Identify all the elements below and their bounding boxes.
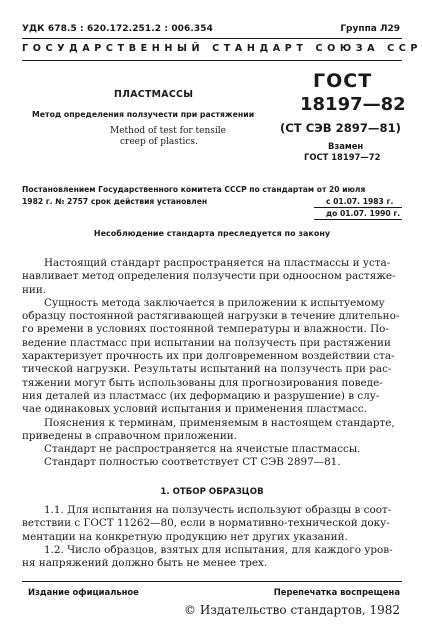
replaces-label: Взамен [328, 141, 364, 151]
intro-line: образцу постоянной растягивающей нагрузки в течение длительно- [22, 310, 400, 323]
section-1-heading: 1. ОТБОР ОБРАЗЦОВ [160, 487, 264, 497]
st-sev-number: (СТ СЭВ 2897—81) [280, 121, 401, 135]
gost-number: 18197—82 [300, 94, 406, 115]
intro-line: тяжении могут быть использованы для прогнозирования поведе- [22, 376, 383, 389]
udk-code: УДК 678.5 : 620.172.251.2 : 006.354 [22, 24, 214, 34]
decree-line-2: 1982 г. № 2757 срок действия установлен [22, 197, 208, 206]
replaces-value: ГОСТ 18197—72 [304, 152, 381, 162]
intro-line: Пояснения к терминам, применяемым в настоящем стандарте, [44, 416, 395, 429]
group-code: Группа Л29 [340, 24, 400, 34]
intro-line: Сущность метода заключается в приложении к испытуемому [44, 296, 385, 309]
document-subtitle-en-2: creep of plastics. [120, 137, 198, 147]
reprint-prohibited: Перепечатка воспрещена [273, 587, 400, 597]
header-rule-top [22, 38, 402, 39]
decree-line-1: Постановлением Государственного комитета СССР по стандартам от 20 июля [22, 185, 366, 194]
intro-line: чае одинаковых условий испытания и применения пластмасс. [22, 403, 367, 416]
intro-line: го времени в условиях постоянной температуры и влажности. По- [22, 323, 389, 336]
intro-line: Стандарт полностью соответствует СТ СЭВ 2897—81. [44, 456, 341, 469]
intro-line: навливает метод определения ползучести при одноосном растяже- [22, 270, 396, 283]
decree-date-underline-2 [314, 219, 402, 220]
copyright-notice: © Издательство стандартов, 1982 [184, 603, 400, 617]
intro-line: тической нагрузки. Результаты испытаний на ползучесть при рас- [22, 363, 392, 376]
section-1-line: ментации на конкретную продукцию нет других указаний. [22, 530, 348, 543]
intro-line: Настоящий стандарт распространяется на пластмассы и уста- [44, 257, 391, 269]
intro-line: ведение пластмасс при испытании на ползучесть при растяжении [22, 336, 391, 349]
header-rule-bottom [22, 60, 402, 61]
document-title: ПЛАСТМАССЫ [114, 89, 194, 100]
law-warning: Несоблюдение стандарта преследуется по закону [93, 229, 331, 238]
gost-label: ГОСТ [313, 70, 373, 92]
section-1-line: 1.2. Число образцов, взятых для испытания, для каждого уров- [44, 543, 393, 556]
state-standard-banner: ГОСУДАРСТВЕННЫЙ СТАНДАРТ СОЮЗА ССР [22, 43, 422, 54]
intro-line: ния деталей из пластмасс (их деформацию и разрушение) в слу- [22, 389, 380, 402]
intro-line: приведены в справочном приложении. [22, 429, 237, 442]
document-subtitle-ru: Метод определения ползучести при растяжении [32, 110, 255, 119]
section-1-line: ня напряжений должно быть не менее трех. [22, 557, 268, 570]
official-edition: Издание официальное [28, 587, 139, 597]
decree-date-underline-1 [314, 207, 402, 208]
intro-line: Стандарт не распространяется на ячеистые пластмассы. [44, 443, 361, 456]
decree-date-to: до 01.07. 1990 г. [326, 209, 401, 218]
intro-line: характеризует прочность их при долговременном воздействии ста- [22, 350, 395, 363]
section-1-line: ветствии с ГОСТ 11262—80, если в нормативно-технической доку- [22, 517, 390, 530]
decree-date-from: с 01.07. 1983 г. [326, 197, 394, 206]
document-subtitle-en-1: Method of test for tensile [110, 126, 226, 136]
footer-rule [22, 581, 402, 582]
section-1-line: 1.1. Для испытания на ползучесть используют образцы в соот- [44, 504, 392, 516]
intro-text [22, 257, 402, 470]
intro-line: нии. [22, 283, 47, 296]
section-1-text [22, 504, 402, 570]
